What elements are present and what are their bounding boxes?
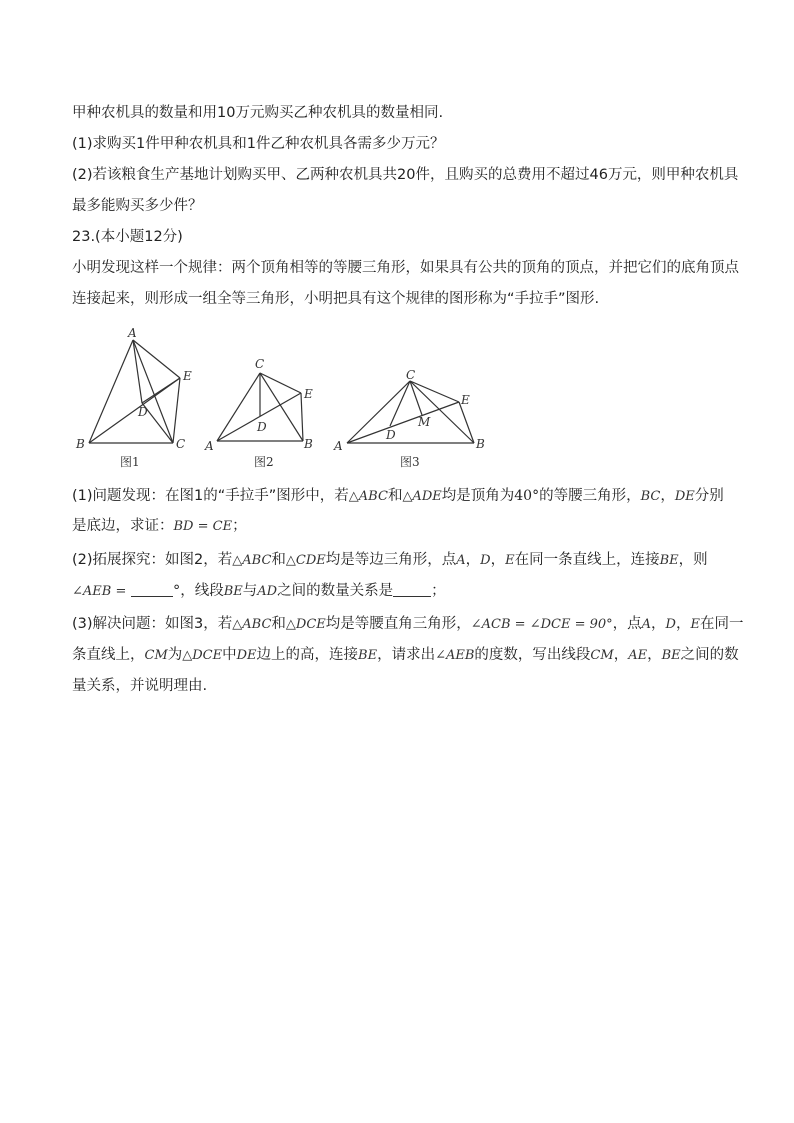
- figures: [72, 323, 512, 473]
- triangle-ade: △ADE: [402, 489, 442, 504]
- question-2-line-1: (2)若该粮食生产基地计划购买甲、乙两种农机具共20件，且购买的总费用不超过46万元，则甲种农机具: [72, 167, 739, 183]
- answer-blank-relation[interactable]: [393, 582, 431, 597]
- text-line-1: 甲种农机具的数量和用10万元购买乙种农机具的数量相同.: [72, 105, 444, 121]
- answer-blank-angle[interactable]: [131, 582, 173, 597]
- figure-1: [89, 340, 180, 443]
- right-angle-equation: ∠ACB = ∠DCE = 90°: [470, 617, 613, 632]
- question-1: (1)求购买1件甲种农机具和1件乙种农机具各需多少万元？: [72, 136, 445, 152]
- question-2-line-2: 最多能购买多少件？: [72, 198, 203, 214]
- fig3-caption: 图3: [400, 455, 420, 469]
- fig1-label-d: D: [138, 405, 148, 419]
- fig1-caption: 图1: [120, 455, 140, 469]
- part-3-line-1: (3)解决问题：如图3，若△ABC和△DCE均是等腰直角三角形，∠ACB = ∠DCE = 90°，点A，D，E在同一: [72, 616, 744, 632]
- figure-3: [347, 381, 474, 443]
- part-1-line-2: 是底边，求证：BD = CE；: [72, 518, 247, 534]
- part-2-line-1: (2)拓展探究：如图2，若△ABC和△CDE均是等边三角形，点A，D，E在同一条直线上，连接BE，则: [72, 552, 708, 568]
- fig1-label-c: C: [176, 437, 186, 451]
- equation-bd-ce: BD = CE: [173, 519, 233, 534]
- fig2-label-e: E: [304, 387, 313, 401]
- problem-23-header: 23.(本小题12分): [72, 229, 183, 245]
- fig3-label-d: D: [386, 428, 396, 442]
- part-3-line-2: 条直线上，CM为△DCE中DE边上的高，连接BE，请求出∠AEB的度数，写出线段CM，AE，BE之间的数: [72, 647, 739, 663]
- fig3-label-e: E: [461, 393, 470, 407]
- triangle-abc: △ABC: [348, 489, 388, 504]
- fig3-label-a: A: [334, 439, 343, 453]
- intro-line-2: 连接起来，则形成一组全等三角形，小明把具有这个规律的图形称为“手拉手”图形.: [72, 291, 600, 307]
- fig1-label-e: E: [183, 369, 192, 383]
- fig3-label-c: C: [406, 368, 416, 382]
- part-1-line-1: (1)问题发现：在图1的“手拉手”图形中，若△ABC和△ADE均是顶角为40°的等腰三角形，BC，DE分别: [72, 488, 724, 504]
- part-3-line-3: 量关系，并说明理由.: [72, 678, 208, 694]
- fig3-label-b: B: [476, 437, 485, 451]
- fig2-caption: 图2: [254, 455, 274, 469]
- intro-line-1: 小明发现这样一个规律：两个顶角相等的等腰三角形，如果具有公共的顶角的顶点，并把它们的底角顶点: [72, 260, 739, 276]
- part-2-line-2: ∠AEB = °，线段BE与AD之间的数量关系是 ；: [72, 583, 446, 599]
- angle-value: 40°: [514, 488, 540, 504]
- fig2-label-b: B: [304, 437, 313, 451]
- fig2-label-d: D: [257, 420, 267, 434]
- fig2-label-c: C: [255, 357, 265, 371]
- fig1-label-b: B: [76, 437, 85, 451]
- fig3-label-m: M: [418, 415, 431, 429]
- fig1-label-a: A: [128, 326, 137, 340]
- fig2-label-a: A: [205, 439, 214, 453]
